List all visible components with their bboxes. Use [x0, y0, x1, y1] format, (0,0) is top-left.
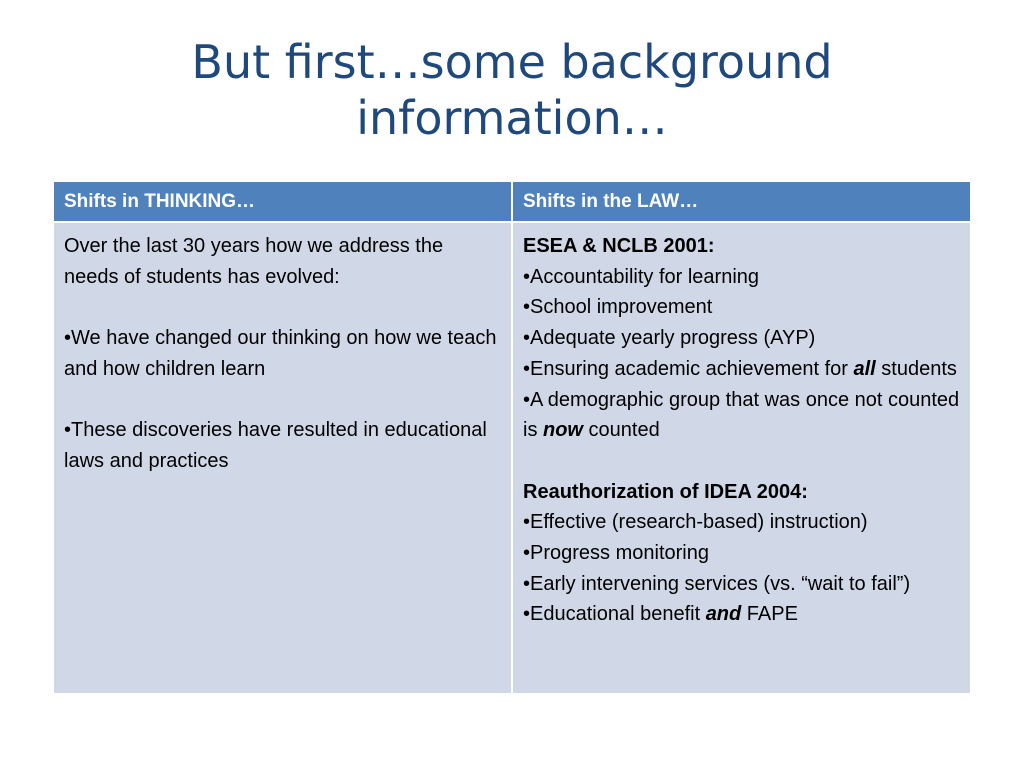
esea-bullet-4	[523, 354, 960, 385]
comparison-table	[52, 180, 972, 695]
esea-bullet-1: •Accountability for learning	[523, 265, 760, 288]
esea-bullet-5-emphasis: now	[543, 419, 583, 442]
header-shifts-in-thinking: Shifts in THINKING…	[53, 181, 512, 222]
thinking-cell	[53, 222, 512, 694]
esea-bullet-5-tail: counted	[583, 419, 660, 442]
idea-bullet-1: •Effective (research-based) instruction)	[523, 511, 868, 534]
spacer	[523, 446, 960, 477]
esea-bullet-4-text: •Ensuring academic achievement for	[523, 357, 854, 380]
slide-title-line-1: But first…some background	[191, 35, 833, 89]
table-row	[53, 222, 971, 694]
thinking-bullet-1: •We have changed our thinking on how we teach and how children learn	[64, 327, 497, 380]
idea-heading: Reauthorization of IDEA 2004:	[523, 480, 808, 503]
thinking-intro: Over the last 30 years how we address the needs of students has evolved:	[64, 235, 444, 288]
esea-bullet-4-emphasis: all	[853, 357, 876, 380]
idea-bullet-4	[523, 599, 960, 630]
idea-bullet-4-text: •Educational benefit	[523, 603, 706, 626]
esea-bullet-2: •School improvement	[523, 296, 713, 319]
thinking-bullet-2: •These discoveries have resulted in educational laws and practices	[64, 419, 487, 472]
spacer	[64, 292, 501, 323]
header-shifts-in-law: Shifts in the LAW…	[512, 181, 971, 222]
law-cell	[512, 222, 971, 694]
idea-bullet-3: •Early intervening services (vs. “wait to fail”)	[523, 572, 911, 595]
spacer	[64, 385, 501, 416]
table-header-row	[53, 181, 971, 222]
slide-title-line-2: information…	[356, 91, 668, 145]
idea-bullet-4-tail: FAPE	[741, 603, 798, 626]
esea-bullet-3: •Adequate yearly progress (AYP)	[523, 327, 816, 350]
slide-title	[60, 34, 964, 146]
idea-bullet-2: •Progress monitoring	[523, 542, 709, 565]
esea-bullet-5-text: •A demographic group that was once not counted is	[523, 388, 960, 442]
idea-bullet-4-emphasis: and	[705, 603, 742, 626]
esea-bullet-5	[523, 385, 960, 446]
esea-bullet-4-tail: students	[875, 357, 957, 380]
esea-heading: ESEA & NCLB 2001:	[523, 235, 715, 257]
